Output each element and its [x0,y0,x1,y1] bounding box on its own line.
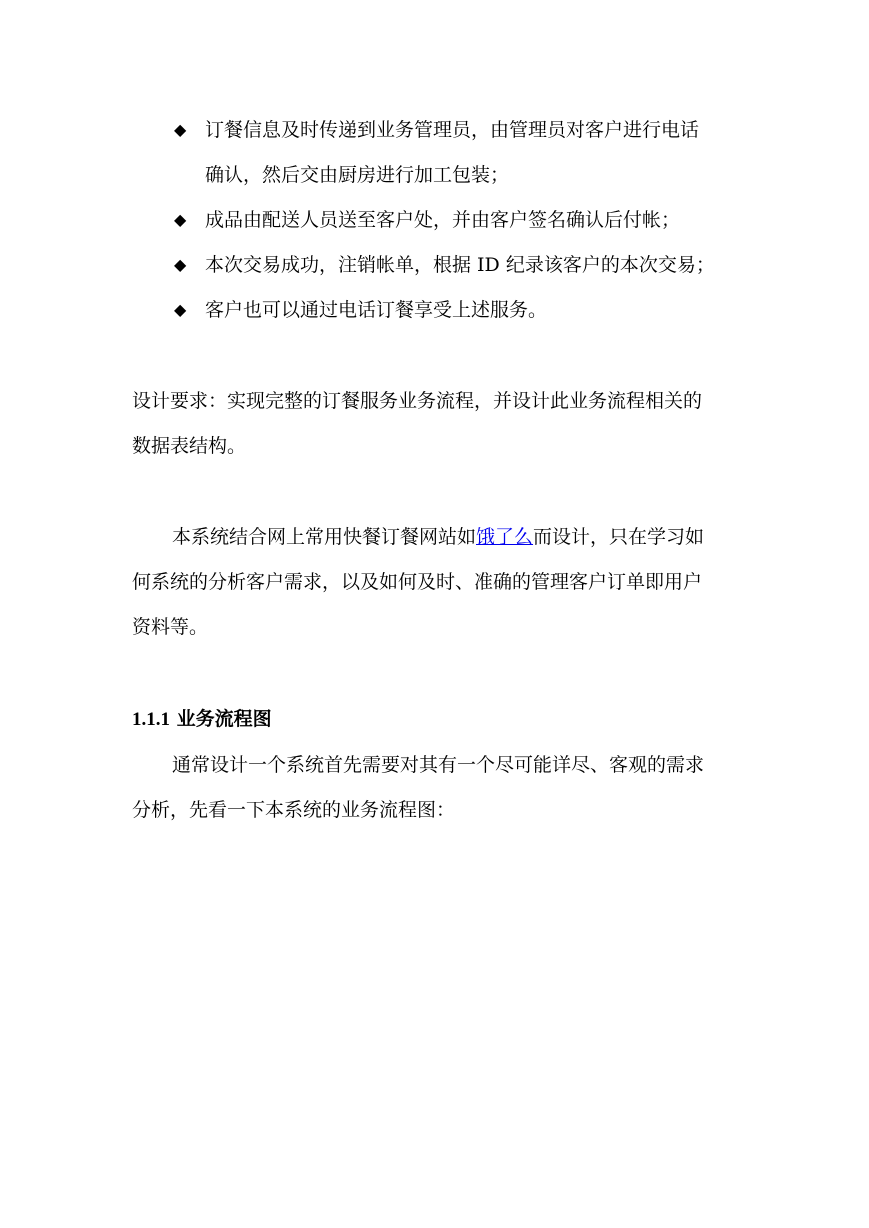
bullet-item-3: 本次交易成功，注销帐单，根据 ID 纪录该客户的本次交易； [205,254,715,276]
design-requirement-line-1: 设计要求：实现完整的订餐服务业务流程，并设计此业务流程相关的 [132,390,703,412]
diamond-bullet-icon: ◆ [174,255,187,274]
intro-line-2: 何系统的分析客户需求，以及如何及时、准确的管理客户订单即用户 [132,571,703,593]
bullet-item-1-line-2: 确认，然后交由厨房进行加工包装； [205,164,510,186]
section-paragraph-line-2: 分析，先看一下本系统的业务流程图： [132,799,456,821]
diamond-bullet-icon: ◆ [174,300,187,319]
section-heading [132,707,272,732]
eleme-link[interactable]: 饿了么 [476,526,534,548]
intro-line-3: 资料等。 [132,616,209,638]
diamond-bullet-icon: ◆ [174,120,187,139]
intro-line-1 [172,525,704,549]
bullet-item-4: 客户也可以通过电话订餐享受上述服务。 [205,299,548,321]
intro-text-after-link: 而设计，只在学习如 [533,526,705,548]
section-paragraph-line-1: 通常设计一个系统首先需要对其有一个尽可能详尽、客观的需求 [172,754,705,776]
section-title: 业务流程图 [176,708,272,730]
bullet-item-2: 成品由配送人员送至客户处，并由客户签名确认后付帐； [205,209,681,231]
bullet-item-1-line-1: 订餐信息及时传递到业务管理员，由管理员对客户进行电话 [205,119,700,141]
intro-text-before-link: 本系统结合网上常用快餐订餐网站如 [172,526,477,548]
design-requirement-line-2: 数据表结构。 [132,435,247,457]
section-number: 1.1.1 [132,709,170,730]
diamond-bullet-icon: ◆ [174,210,187,229]
